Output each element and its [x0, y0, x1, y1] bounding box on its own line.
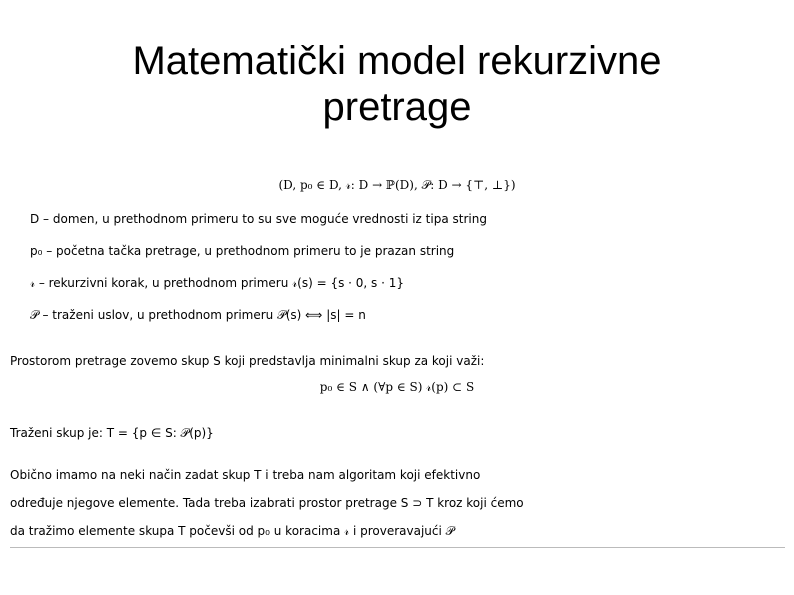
title-line-1: Matematički model rekurzivne [132, 39, 662, 83]
search-space-text: Prostorom pretrage zovemo skup S koji predstavlja minimalni skup za koji važi: [10, 354, 485, 368]
slide-body [0, 172, 794, 552]
target-set-definition: Traženi skup je: T = {p ∈ S: 𝒫(p)} [10, 426, 214, 440]
condition-definition: 𝒫 – traženi uslov, u prethodnom primeru 𝒫(s) ⟺ |s| = n [30, 308, 366, 322]
paragraph-line-1: Obično imamo na neki način zadat skup T i treba nam algoritam koji efektivno [10, 468, 481, 482]
paragraph-line-2: određuje njegove elemente. Tada treba izabrati prostor pretrage S ⊃ T kroz koji ćemo [10, 496, 524, 510]
model-tuple: (D, p₀ ∈ D, 𝓇: D → ℙ(D), 𝒫: D → {⊤, ⊥}) [278, 178, 516, 192]
start-point-definition: p₀ – početna tačka pretrage, u prethodnom primeru to je prazan string [30, 244, 455, 258]
title-line-2: pretrage [322, 85, 472, 129]
domain-definition: D – domen, u prethodnom primeru to su sve moguće vrednosti iz tipa string [30, 212, 487, 226]
paragraph-line-3: da tražimo elemente skupa T počevši od p₀ u koracima 𝓇 i proveravajući 𝒫 [10, 524, 455, 538]
bottom-divider [10, 547, 785, 548]
slide-title [0, 38, 794, 130]
recursive-step-definition: 𝓇 – rekurzivni korak, u prethodnom primeru 𝓇(s) = {s · 0, s · 1} [30, 276, 405, 290]
search-space-formula: p₀ ∈ S ∧ (∀p ∈ S) 𝓇(p) ⊂ S [319, 380, 475, 394]
